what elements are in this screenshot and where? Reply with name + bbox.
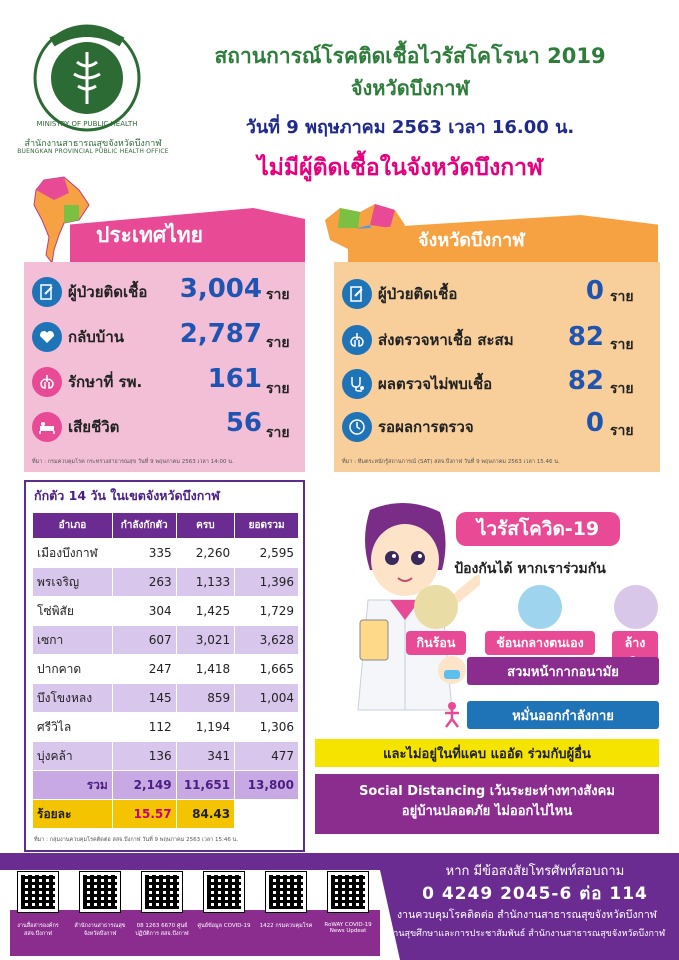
column-header: กำลังกักตัว	[112, 513, 176, 539]
stat-label: ผู้ป่วยติดเชื้อ	[68, 283, 148, 301]
province-stat-pending	[342, 407, 474, 447]
qr-label: ศูนย์ข้อมูล COVID-19	[197, 923, 251, 929]
quarantining-cell: 136	[112, 742, 176, 771]
social-distancing-line1: Social Distancing เว้นระยะห่างทางสังคม	[359, 784, 615, 799]
stat-label: ผลตรวจไม่พบเชื้อ	[378, 375, 493, 393]
province-stats-panel	[334, 262, 660, 472]
stat-value: 0	[585, 408, 604, 438]
total-label: รวม	[33, 771, 113, 800]
quarantining-cell: 607	[112, 626, 176, 655]
qr-code[interactable]	[328, 872, 368, 912]
qr-label: 1422 กรมควบคุมโรค	[259, 923, 313, 929]
stethoscope-icon	[342, 369, 372, 399]
district-cell: ปากคาด	[33, 655, 113, 684]
table-row	[33, 626, 299, 655]
total-overall: 13,800	[235, 771, 299, 800]
thailand-stat-recovered	[32, 317, 124, 357]
ministry-logo	[22, 22, 152, 134]
stat-value: 82	[567, 322, 604, 352]
column-header: ยอดรวม	[235, 513, 299, 539]
tip-label: ล้าง	[612, 631, 658, 675]
thailand-source-note: ที่มา : กรมควบคุมโรค กระทรวงสาธารณสุข วันที่ 9 พฤษภาคม 2563 เวลา 14:00 น.	[32, 459, 234, 465]
contact-phone[interactable]: 0 4249 2045-6 ต่อ 114	[422, 884, 648, 904]
total-cell: 1,306	[235, 713, 299, 742]
qr-label: งานสื่อสารองค์กร สสจ.บึงกาฬ	[17, 923, 59, 937]
district-cell: ศรีวิไล	[33, 713, 113, 742]
thailand-stat-infected	[32, 272, 147, 312]
province-stat-tested	[342, 320, 514, 360]
prevention-subtitle: ป้องกันได้ หากเราร่วมกัน	[454, 561, 606, 577]
thailand-stat-deaths	[32, 407, 119, 447]
quarantine-title: กักตัว 14 วัน ในเขตจังหวัดบึงกาฬ	[34, 488, 220, 503]
stat-value: 2,787	[179, 319, 262, 349]
svg-text:MINISTRY OF PUBLIC HEALTH: MINISTRY OF PUBLIC HEALTH	[36, 120, 138, 128]
stat-label: กลับบ้าน	[68, 328, 124, 346]
stat-label: ผู้ป่วยติดเชื้อ	[378, 285, 458, 303]
total-cell: 1,729	[235, 597, 299, 626]
clock-icon	[342, 412, 372, 442]
tip-label: ช้อนกลางตนเอง	[485, 631, 595, 655]
total-cell: 477	[235, 742, 299, 771]
completed-cell: 341	[176, 742, 235, 771]
qr-label: RoWAY COVID-19 News Updeat	[324, 922, 372, 934]
social-distancing-line2: อยู่บ้านปลอดภัย ไม่ออกไปไหน	[401, 804, 573, 819]
heart-icon	[32, 322, 62, 352]
tip-label: กินร้อน	[406, 631, 466, 655]
total-cell: 1,004	[235, 684, 299, 713]
stat-value: 161	[207, 364, 262, 394]
avoid-crowd-tip: และไม่อยู่ในที่แคบ แออัด ร่วมกับผู้อื่น	[315, 739, 659, 767]
quarantining-cell: 263	[112, 568, 176, 597]
qr-code[interactable]	[266, 872, 306, 912]
bed-icon	[32, 412, 62, 442]
column-header: ครบ	[176, 513, 235, 539]
table-row	[33, 568, 299, 597]
stat-unit: ราย	[610, 289, 634, 305]
covid19-banner: ไวรัสโควิด-19	[456, 512, 620, 546]
stat-unit: ราย	[266, 287, 290, 303]
exercise-tip: หมั่นออกกำลังกาย	[467, 701, 659, 729]
exercise-icon	[437, 699, 467, 729]
table-row	[33, 684, 299, 713]
stat-label: เสียชีวิต	[68, 418, 120, 436]
spoon-icon	[518, 585, 562, 629]
table-row	[33, 539, 299, 568]
stat-value: 3,004	[179, 274, 262, 304]
column-header: อำเภอ	[33, 513, 113, 539]
org-name-thai: สำนักงานสาธารณสุขจังหวัดบึงกาฬ	[24, 139, 162, 149]
province-source-note: ที่มา : ทีมตระหนักรู้สถานการณ์ (SAT) สสจ.บึงกาฬ วันที่ 9 พฤษภาคม 2563 เวลา 15.46 น.	[342, 459, 560, 465]
quarantine-table	[32, 512, 299, 829]
table-row	[33, 655, 299, 684]
district-cell: บึงโขงหลง	[33, 684, 113, 713]
qr-code[interactable]	[80, 872, 120, 912]
stat-label: ส่งตรวจหาเชื้อ สะสม	[378, 331, 514, 349]
province-stat-infected	[342, 274, 457, 314]
stat-unit: ราย	[266, 335, 290, 351]
completed-cell: 859	[176, 684, 235, 713]
province-stat-negative	[342, 364, 492, 404]
completed-cell: 1,425	[176, 597, 235, 626]
stat-value: 82	[567, 366, 604, 396]
total-completed: 11,651	[176, 771, 235, 800]
hot-food-icon	[414, 585, 458, 629]
quarantine-table-panel	[24, 480, 305, 852]
contact-department-2: งานสุขศึกษาและการประชาสัมพันธ์ สำนักงานสาธารณสุขจังหวัดบึงกาฬ	[388, 929, 666, 939]
stat-unit: ราย	[610, 381, 634, 397]
quarantining-cell: 112	[112, 713, 176, 742]
percent-row	[33, 800, 299, 829]
empty-cell	[235, 800, 299, 829]
tip-serving-spoon	[496, 585, 584, 655]
total-cell: 1,665	[235, 655, 299, 684]
district-cell: เซกา	[33, 626, 113, 655]
pencil-icon	[342, 279, 372, 309]
table-row	[33, 597, 299, 626]
table-row	[33, 742, 299, 771]
quarantining-cell: 304	[112, 597, 176, 626]
pencil-icon	[32, 277, 62, 307]
stat-label: รักษาที่ รพ.	[68, 373, 143, 391]
table-row	[33, 713, 299, 742]
hand-wash-icon	[614, 585, 658, 629]
total-cell: 2,595	[235, 539, 299, 568]
stat-unit: ราย	[266, 425, 290, 441]
qr-label: สำนักงานสาธารณสุขจังหวัดบึงกาฬ	[74, 923, 126, 937]
qr-code[interactable]	[142, 872, 182, 912]
lungs-icon	[342, 325, 372, 355]
stat-unit: ราย	[266, 381, 290, 397]
district-cell: บุ่งคล้า	[33, 742, 113, 771]
total-row	[33, 771, 299, 800]
contact-prompt: หาก มีข้อสงสัยโทรศัพท์สอบถาม	[445, 864, 625, 879]
org-name-english: BUENGKAN PROVINCIAL PUBLIC HEALTH OFFICE	[17, 148, 169, 155]
province-title: จังหวัดบึงกาฬ	[418, 230, 525, 251]
contact-department-1: งานควบคุมโรคติดต่อ สำนักงานสาธารณสุขจังหวัดบึงกาฬ	[397, 909, 657, 921]
thailand-stats-panel	[24, 262, 305, 472]
tip-eat-hot	[412, 585, 460, 655]
quarantine-source-note: ที่มา : กลุ่มงานควบคุมโรคติดต่อ สสจ.บึงกาฬ วันที่ 9 พฤษภาคม 2563 เวลา 15:46 น.	[34, 837, 239, 843]
quarantining-cell: 335	[112, 539, 176, 568]
stat-label: รอผลการตรวจ	[378, 418, 474, 436]
mask-icon	[437, 655, 467, 685]
percent-completed: 84.43	[176, 800, 235, 829]
stat-unit: ราย	[610, 423, 634, 439]
stat-value: 0	[585, 276, 604, 306]
completed-cell: 1,418	[176, 655, 235, 684]
district-cell: โซ่พิสัย	[33, 597, 113, 626]
qr-label: 08 1263 6670 ศูนย์ปฏิบัติการ สสจ.บึงกาฬ	[135, 923, 189, 937]
quarantining-cell: 247	[112, 655, 176, 684]
completed-cell: 1,133	[176, 568, 235, 597]
qr-code[interactable]	[18, 872, 58, 912]
completed-cell: 2,260	[176, 539, 235, 568]
page-subtitle: จังหวัดบึงกาฬ	[350, 76, 470, 100]
qr-code[interactable]	[204, 872, 244, 912]
mask-tip: สวมหน้ากากอนามัย	[467, 657, 659, 685]
report-datetime: วันที่ 9 พฤษภาคม 2563 เวลา 16.00 น.	[245, 117, 575, 138]
total-quarantining: 2,149	[112, 771, 176, 800]
thailand-title: ประเทศไทย	[96, 223, 203, 247]
district-cell: เมืองบึงกาฬ	[33, 539, 113, 568]
percent-quarantining: 15.57	[112, 800, 176, 829]
lungs-icon	[32, 367, 62, 397]
quarantining-cell: 145	[112, 684, 176, 713]
percent-label: ร้อยละ	[33, 800, 113, 829]
stat-value: 56	[225, 408, 262, 438]
page-title: สถานการณ์โรคติดเชื้อไวรัสโคโรนา 2019	[214, 44, 606, 68]
social-distancing-box	[315, 774, 659, 834]
stat-unit: ราย	[610, 337, 634, 353]
total-cell: 1,396	[235, 568, 299, 597]
district-cell: พรเจริญ	[33, 568, 113, 597]
total-cell: 3,628	[235, 626, 299, 655]
headline-no-infection: ไม่มีผู้ติดเชื้อในจังหวัดบึงกาฬ	[257, 155, 543, 181]
thailand-stat-hospital	[32, 362, 142, 402]
completed-cell: 1,194	[176, 713, 235, 742]
completed-cell: 3,021	[176, 626, 235, 655]
